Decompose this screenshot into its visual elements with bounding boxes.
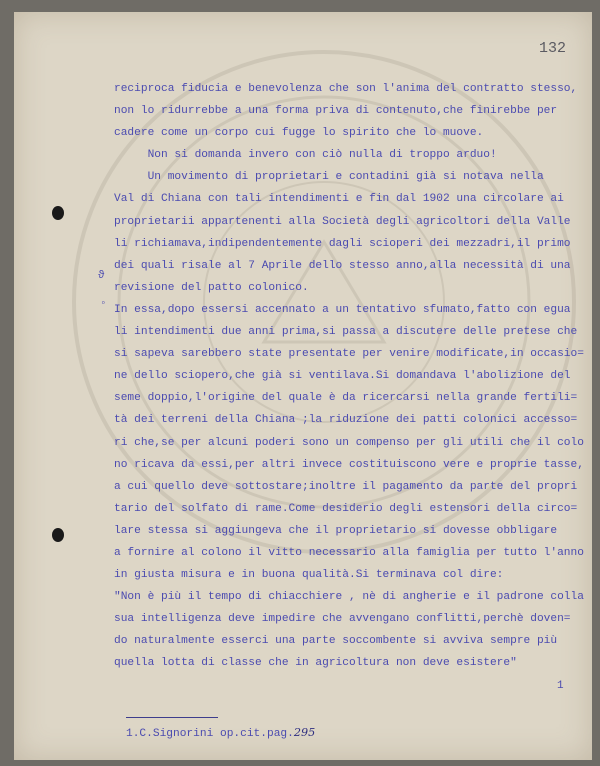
text-line: non lo ridurrebbe a una forma priva di contenuto,che finirebbe per	[114, 105, 558, 118]
text-line: ri che,se per alcuni poderi sono un compenso per gli utili che il colo	[114, 436, 584, 449]
text-line: li intendimenti due anni prima,si passa a discutere delle pretese che	[114, 326, 578, 339]
text-line: tario del solfato di rame.Come desiderio degli estensori della circo=	[114, 502, 578, 515]
text-line: sua intelligenza deve impedire che avvengano conflitti,perchè doven=	[114, 613, 571, 626]
text-line: li richiamava,indipendentemente dagli scioperi dei mezzadri,il primo	[114, 237, 571, 250]
text-line: In essa,dopo essersi accennato a un tentativo sfumato,fatto con egua	[114, 303, 571, 316]
text-line: tà dei terreni della Chiana ;la riduzione dei patti colonici accesso=	[114, 414, 578, 427]
footnote-text: 1.C.Signorini op.cit.pag.	[126, 728, 294, 740]
text-line: dei quali risale al 7 Aprile dello stesso anno,alla necessità di una	[114, 259, 571, 272]
margin-mark: ◦	[100, 298, 107, 310]
text-line: si sapeva sarebbero state presentate per venire modificate,in occasio=	[114, 348, 584, 361]
document-page	[14, 12, 592, 760]
footnote-marker: 1	[557, 680, 564, 692]
text-line: Non si domanda invero con ciò nulla di troppo arduo!	[114, 149, 497, 162]
footnote	[126, 726, 315, 740]
punch-hole	[52, 528, 64, 542]
text-line: ne dello sciopero,che già si ventilava.Si domandava l'abolizione del	[114, 370, 571, 383]
text-line: a cui quello deve sottostare;inoltre il pagamento da parte del propri	[114, 480, 578, 493]
page-number: 132	[538, 40, 566, 57]
text-line: no ricava da essi,per altri invece costituiscono vere e proprie tasse,	[114, 458, 584, 471]
punch-hole	[52, 206, 64, 220]
text-line: revisione del patto colonico.	[114, 281, 309, 294]
text-line: Un movimento di proprietari e contadini già si notava nella	[114, 171, 544, 184]
margin-mark: ϑ	[98, 270, 105, 282]
text-line: reciproca fiducia e benevolenza che son l'anima del contratto stesso,	[114, 83, 578, 95]
text-line: do naturalmente esserci una parte soccombente si avviva sempre più	[114, 635, 558, 648]
footnote-divider	[126, 717, 218, 718]
text-line: lare stessa si aggiungeva che il proprietario si dovesse obbligare	[114, 524, 558, 537]
text-line: seme doppio,l'origine del quale è da ricercarsi nella grande fertili=	[114, 392, 578, 405]
footnote-page-ref: 295	[293, 726, 316, 739]
text-line: quella lotta di classe che in agricoltura non deve esistere"	[114, 657, 517, 670]
text-line: proprietarii appartenenti alla Società degli agricoltori della Valle	[114, 215, 571, 228]
text-line: in giusta misura e in buona qualità.Si terminava col dire:	[114, 569, 504, 582]
text-line: "Non è più il tempo di chiacchiere , nè di angherie e il padrone colla	[114, 591, 584, 604]
body-text	[114, 78, 584, 675]
text-line: cadere come un corpo cui fugge lo spirito che lo muove.	[114, 127, 484, 140]
text-line: a fornire al colono il vitto necessario alla famiglia per tutto l'anno	[114, 546, 584, 559]
text-line: Val di Chiana con tali intendimenti e fin dal 1902 una circolare ai	[114, 193, 564, 206]
